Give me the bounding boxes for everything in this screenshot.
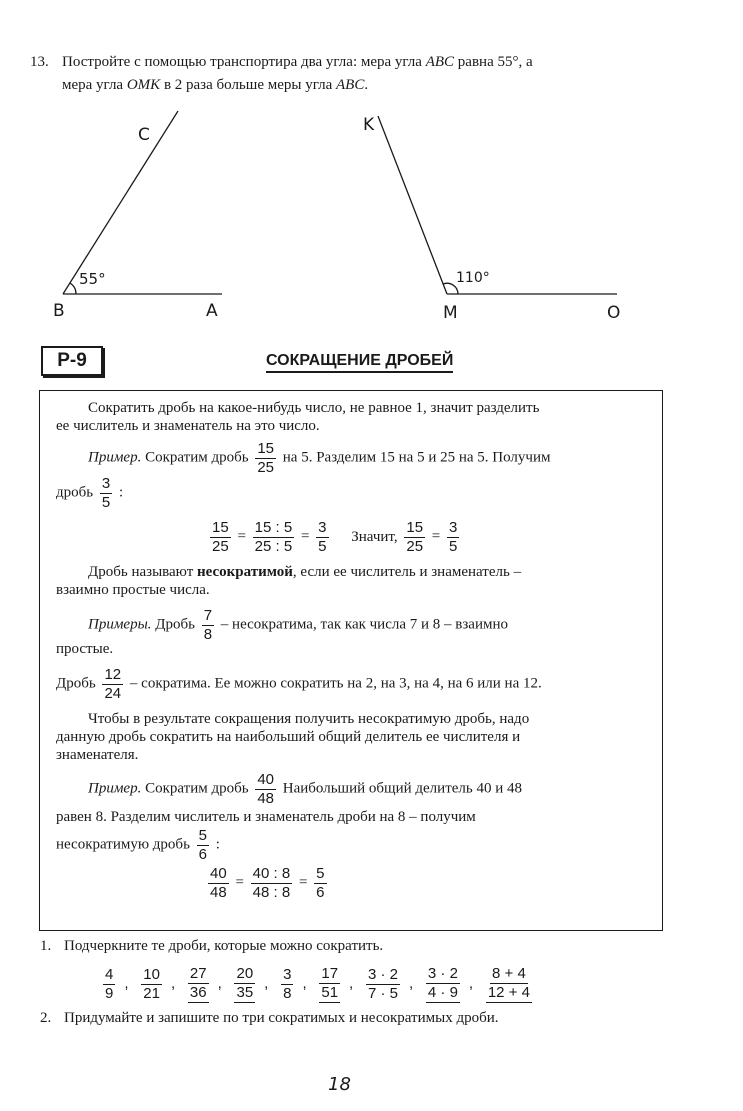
fraction: [210, 520, 231, 555]
separator: ,: [170, 974, 176, 992]
example-text: – сократима. Ее можно сократить на 2, на 3, на 4, на 6 или на 12.: [129, 675, 542, 692]
denominator: 48: [257, 789, 275, 807]
label-M: M: [443, 303, 458, 323]
denominator: 36: [189, 983, 207, 1001]
denominator: 12 + 4: [487, 983, 530, 1001]
separator: ,: [349, 974, 354, 992]
example-text: несократимую дробь: [56, 836, 194, 853]
task-13-text: Постройте с помощью транспортира два угла: мера угла: [62, 54, 426, 70]
numerator: 20: [236, 965, 254, 982]
task-13-line2: [62, 77, 368, 94]
denominator: 25: [257, 458, 275, 476]
denominator: 8: [203, 625, 213, 643]
denominator: 9: [105, 984, 114, 1002]
definition-line-2: взаимно простые числа.: [56, 582, 210, 598]
arc-ABC: [70, 283, 76, 294]
label-O: O: [607, 303, 621, 323]
fraction: [251, 866, 293, 901]
numerator: 5: [316, 865, 325, 882]
definition-line-1: [88, 564, 521, 581]
fraction: [447, 520, 459, 555]
ray-BC: [63, 111, 178, 294]
fraction: [316, 520, 328, 555]
numerator: 3: [283, 966, 292, 983]
task-13-text: равна 55°, а: [454, 54, 533, 70]
example-3: [56, 667, 542, 702]
separator: ,: [124, 974, 129, 992]
numerator: 17: [321, 965, 339, 982]
angle-OMK-label: 110°: [456, 270, 490, 286]
numerator: 15: [212, 519, 229, 536]
rule-2-line-3: знаменателя.: [56, 747, 139, 763]
numerator: 15 : 5: [254, 519, 293, 536]
colon: :: [118, 484, 124, 501]
separator: ,: [468, 974, 474, 992]
fraction: [366, 967, 400, 1002]
fraction-underlined[interactable]: [426, 966, 460, 1003]
numerator: 3: [449, 519, 458, 536]
fraction-underlined[interactable]: [486, 966, 532, 1003]
rule-line-1: Сократить дробь на какое-нибудь число, не равное 1, значит разделить: [88, 400, 540, 416]
numerator: 40: [257, 771, 275, 788]
rule-2-line-2: данную дробь сократить на наибольший общий делитель ее числителя и: [56, 729, 521, 745]
fraction: [100, 476, 112, 511]
separator: ,: [217, 974, 222, 992]
fraction: [202, 608, 214, 643]
numerator: 3 · 2: [367, 966, 398, 983]
angles-drawing: [0, 100, 743, 330]
denominator: 8: [283, 984, 292, 1002]
numerator: 10: [143, 966, 160, 983]
fraction: [197, 828, 209, 863]
example-label: Пример.: [88, 780, 142, 797]
label-C: C: [138, 125, 150, 145]
fraction-underlined[interactable]: [319, 966, 340, 1003]
fraction: [253, 520, 295, 555]
separator: ,: [302, 974, 307, 992]
colon: :: [215, 836, 220, 853]
separator: ,: [408, 974, 414, 992]
example-text: Дробь: [56, 675, 100, 692]
numerator: 3 · 2: [427, 965, 458, 982]
label-A: A: [206, 301, 218, 321]
denominator: 25: [406, 537, 424, 555]
example-label: Пример.: [88, 449, 142, 466]
angle-name: OMK: [126, 77, 161, 93]
rule-line-2: ее числитель и знаменатель на это число.: [56, 418, 320, 434]
numerator: 15: [406, 519, 424, 536]
numerator: 8 + 4: [492, 965, 526, 982]
rule-2-line-1: Чтобы в результате сокращения получить несократимую дробь, надо: [88, 711, 530, 727]
definition-term: несократимой: [197, 564, 293, 580]
example-2: [88, 608, 508, 643]
exercise-2-text: Придумайте и запишите по три сократимых и несократимых дроби.: [64, 1010, 499, 1026]
numerator: 3: [318, 519, 327, 536]
denominator: 25: [212, 537, 229, 555]
denominator: 7 · 5: [367, 984, 398, 1002]
task-13-text: .: [364, 77, 369, 93]
denominator: 24: [104, 684, 122, 702]
equation-1: $\frac{15}{25}$ = $\frac{15 : 5}{25 : 5}$ = $\frac{3}{5}$ Значит, $\frac{15}{25}$ = $\frac{3}{5}$: [212, 519, 458, 555]
angle-ABC-label: 55°: [79, 270, 106, 288]
numerator: 4: [105, 966, 114, 983]
page-number: 18: [328, 1074, 351, 1095]
task-13-line1: [62, 54, 533, 71]
example-2-cont: простые.: [56, 641, 114, 657]
fraction: [404, 520, 425, 555]
fraction: [103, 967, 115, 1002]
example-1-cont: [56, 476, 123, 511]
denominator: 4 · 9: [427, 983, 458, 1001]
exercise-1-number: 1.: [40, 938, 52, 954]
fraction: [314, 866, 326, 901]
example-text: – несократима, так как числа 7 и 8 – взаимно: [220, 616, 509, 633]
example-text: Дробь: [151, 616, 199, 633]
exercise-2-number: 2.: [40, 1010, 52, 1026]
numerator: 40 : 8: [252, 865, 291, 882]
label-B: B: [53, 301, 65, 321]
exercise-1-fractions: [100, 966, 535, 1003]
example-4-line-3: [56, 828, 220, 863]
denominator: 48 : 8: [252, 883, 291, 901]
example-text: дробь: [56, 484, 97, 501]
section-title: СОКРАЩЕНИЕ ДРОБЕЙ: [266, 352, 453, 373]
angle-name: ABC: [425, 54, 455, 70]
fraction-underlined[interactable]: [188, 966, 209, 1003]
task-13-number: 13.: [30, 54, 49, 70]
denominator: 5: [449, 537, 458, 555]
denominator: 25 : 5: [254, 537, 293, 555]
example-label: Примеры.: [88, 616, 152, 633]
ray-MK: [378, 116, 447, 294]
task-13-text: в 2 раза больше меры угла: [160, 77, 336, 93]
numerator: 15: [257, 440, 275, 457]
example-4: [88, 772, 522, 807]
definition-text: , если ее числитель и знаменатель –: [292, 564, 522, 580]
exercise-1-text: Подчеркните те дроби, которые можно сократить.: [64, 938, 384, 954]
numerator: 12: [104, 666, 122, 683]
denominator: 6: [316, 883, 325, 901]
denominator: 48: [210, 883, 227, 901]
numerator: 7: [203, 607, 213, 624]
fraction: [255, 441, 276, 476]
definition-text: Дробь называют: [88, 564, 197, 580]
fraction-underlined[interactable]: [234, 966, 255, 1003]
example-text: Сократим дробь: [141, 449, 253, 466]
angle-name: ABC: [336, 77, 365, 93]
numerator: 40: [210, 865, 227, 882]
fraction: [141, 967, 162, 1002]
fraction: [255, 772, 276, 807]
equation-2: $\frac{40}{48}$ = $\frac{40 : 8}{48 : 8}$ = $\frac{5}{6}$: [210, 865, 325, 901]
example-text: на 5. Разделим 15 на 5 и 25 на 5. Получим: [282, 449, 551, 466]
task-13-text: мера угла: [62, 77, 127, 93]
denominator: 5: [101, 493, 111, 511]
denominator: 51: [321, 983, 339, 1001]
label-K: K: [363, 115, 375, 135]
numerator: 5: [198, 827, 208, 844]
denominator: 35: [236, 983, 254, 1001]
numerator: 3: [101, 475, 111, 492]
example-4-line-2: равен 8. Разделим числитель и знаменатель дроби на 8 – получим: [56, 809, 476, 825]
section-badge: Р-9: [41, 346, 103, 376]
example-1: [88, 441, 550, 476]
equation-word: Значит,: [351, 528, 398, 545]
numerator: 27: [189, 965, 207, 982]
separator: ,: [264, 974, 269, 992]
example-text: Сократим дробь: [141, 780, 253, 797]
denominator: 5: [318, 537, 327, 555]
fraction: [208, 866, 229, 901]
example-text: Наибольший общий делитель 40 и 48: [282, 780, 523, 797]
denominator: 6: [198, 845, 208, 863]
fraction: [102, 667, 123, 702]
fraction: [281, 967, 293, 1002]
denominator: 21: [143, 984, 160, 1002]
